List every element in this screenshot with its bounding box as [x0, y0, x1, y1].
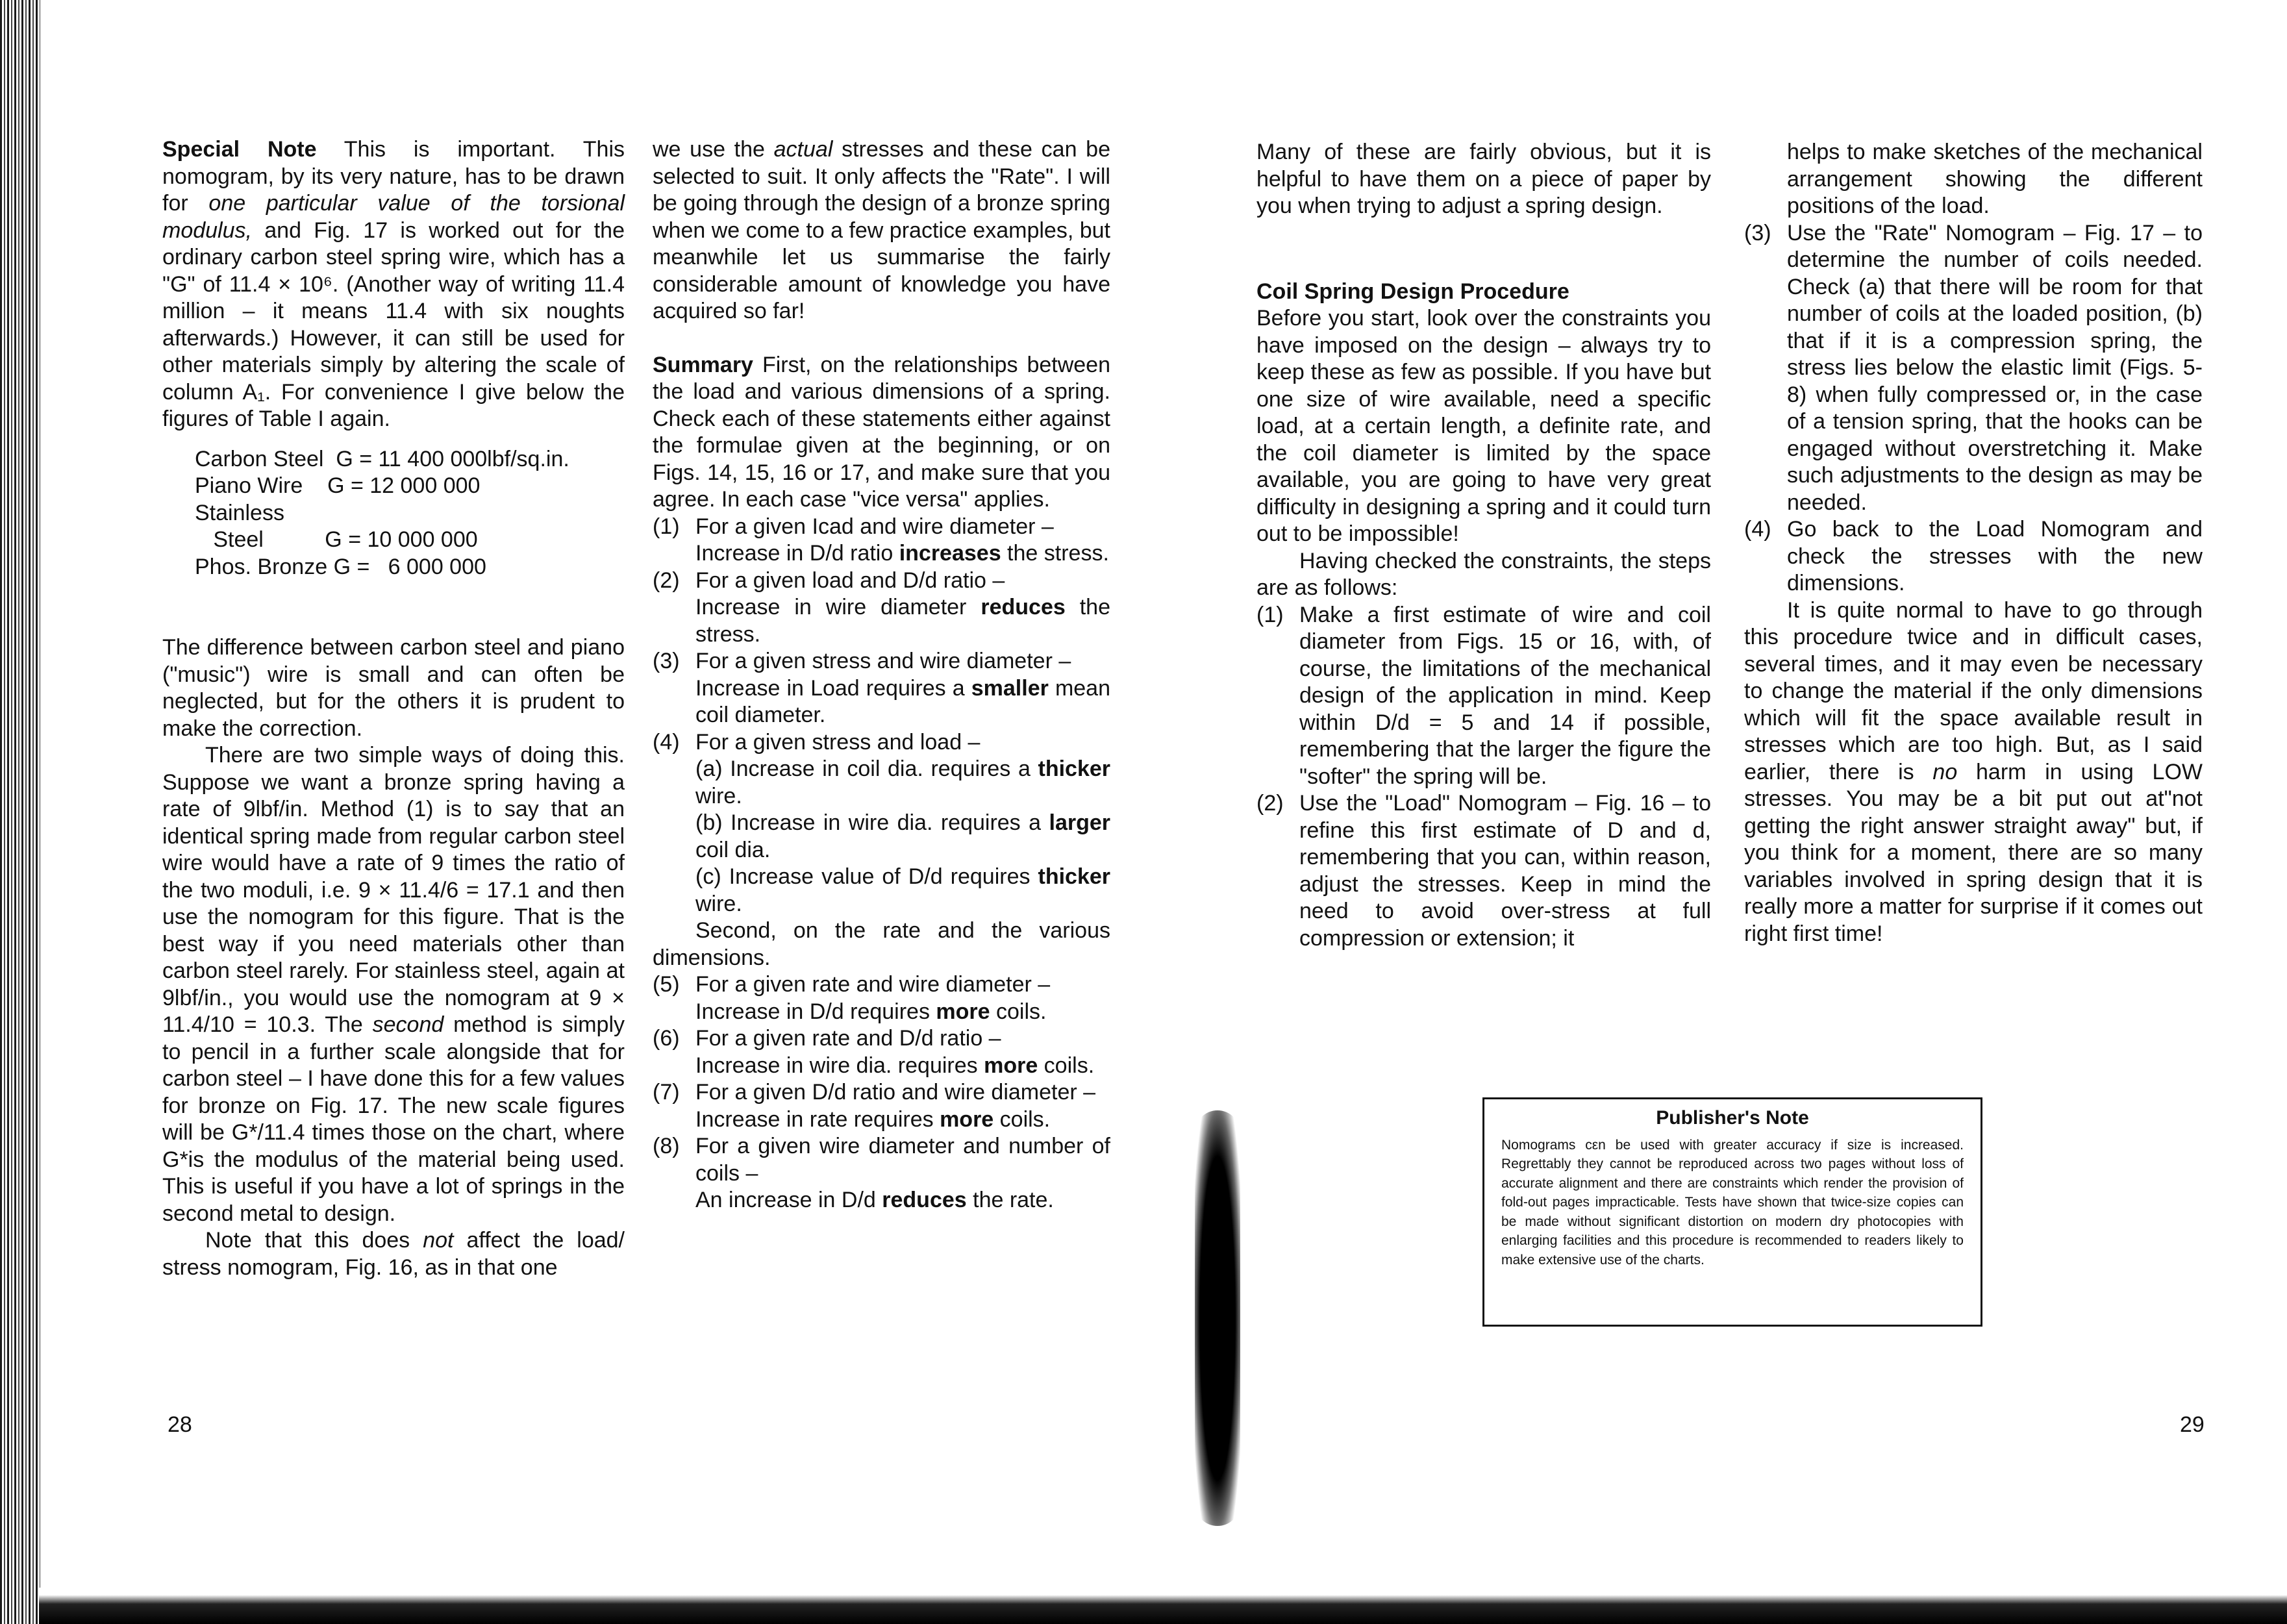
procedure-step-2: (2) Use the "Load" Nomogram – Fig. 16 – to refine this first estimate of D and d, remembering that you can, within reason, adjust the stresses. Keep in mind the need to avoid over-stress at full compression or extension; it — [1256, 791, 1711, 951]
publishers-note-box — [1482, 1097, 1982, 1327]
summary-item-5: (5) For a given rate and wire diameter – Increase in D/d requires more coils. — [653, 972, 1051, 1024]
summary-item-8: (8) For a given wire diameter and number of coils – An increase in D/d reduces the rate. — [653, 1134, 1110, 1212]
left-page-column-1 — [162, 136, 625, 1281]
publishers-note-title: Publisher's Note — [1656, 1107, 1809, 1129]
right-page-column-1 — [1256, 139, 1711, 952]
summary-item-2: (2) For a given load and D/d ratio – Increase in wire diameter reduces the stress. — [653, 568, 1110, 647]
summary-item-3: (3) For a given stress and wire diameter – Increase in Load requires a smaller mean coil diameter. — [653, 649, 1110, 727]
material-row: Stainless — [195, 500, 284, 525]
left-page-column-2 — [653, 136, 1110, 1214]
procedure-step-1: (1) Make a first estimate of wire and coil diameter from Figs. 15 or 16, with, of course, the limitations of the mechanical design of the application in mind. Keep within D/d = 5 and 14 if possible, remembering that the larger the figure the "softer" the spring will be. — [1256, 602, 1711, 789]
book-spine — [0, 0, 40, 1624]
normal-paragraph: It is quite normal to have to go through this procedure twice and in difficult cases, several times, and it may even be necessary to change the material if the only dimensions which will fit the space available result in stresses which are too high. But, as I said earlier, there is no harm in using LOW stresses. You may be a bit put out at"not getting the right answer straight away" but, if you think for a moment, there are so many variables involved in spring design that it is really more a matter for surprise if it comes out right first time! — [1744, 597, 2203, 946]
two-ways-paragraph: There are two simple ways of doing this. Suppose we want a bronze spring having a rate of 9lbf/in. Method (1) is to say that an identical spring made from regular carbon steel wire would have a rate of 9 times the ratio of the two moduli, i.e. 9 × 11.4/6 = 17.1 and then use the nomogram for this figure. That is the best way if you need materials other than carbon steel rarely. For stainless steel, again at 9lbf/in., you would use the nomogram at 9 × 11.4/10 = 10.3. The second method is simply to pencil in a further scale alongside that for carbon steel – I have done this for a few values for bronze on Fig. 17. The new scale figures will be G*/11.4 times those on the chart, where G*is the modulus of the material being used. This is useful if you have a lot of springs in the second metal to design. — [162, 743, 625, 1226]
gutter-shadow — [1195, 1110, 1240, 1526]
summary-item-1: (1) For a given Icad and wire diameter – Increase in D/d ratio increases the stress. — [653, 514, 1109, 566]
special-note-paragraph: Special Note This is important. This nomogram, by its very nature, has to be drawn for one particular value of the torsional modulus, and Fig. 17 is worked out for the ordinary carbon steel spring wire, which has a "G" of 11.4 × 10⁶. (Another way of writing 11.4 million – it means 11.4 with six noughts afterwards.) However, it can still be used for other materials simply by altering the scale of column A₁. For convenience I give below the figures of Table I again. — [162, 137, 625, 431]
before-paragraph: Before you start, look over the constraints you have imposed on the design – always try to keep these as few as possible. If you have but one size of wire available, need a specific load, at a certain length, a definite rate, and the coil diameter is limited by the space available, you are going to have very great difficulty in designing a spring and it could turn out to be impossible! — [1256, 306, 1711, 546]
actual-stress-paragraph: we use the actual stresses and these can be selected to suit. It only affects the "Rate". I will be going through the design of a bronze spring when we come to a few practice examples, but meanwhile let us summarise the fairly considerable amount of knowledge you have acquired so far! — [653, 137, 1110, 323]
second-paragraph: Second, on the rate and the various dimensions. — [653, 918, 1110, 970]
procedure-heading: Coil Spring Design Procedure — [1256, 279, 1569, 304]
procedure-step-2-continued: helps to make sketches of the mechanical arrangement showing the different positions of the load. — [1787, 140, 2203, 218]
materials-table — [162, 446, 625, 581]
page-bottom-edge — [39, 1588, 2287, 1624]
summary-item-6: (6) For a given rate and D/d ratio – Increase in wire dia. requires more coils. — [653, 1026, 1095, 1078]
having-paragraph: Having checked the constraints, the steps are as follows: — [1256, 548, 1711, 600]
material-row: Carbon Steel G = 11 400 000lbf/sq.in. — [195, 446, 569, 471]
material-row: Phos. Bronze G = 6 000 000 — [195, 554, 486, 579]
procedure-step-3: (3) Use the "Rate" Nomogram – Fig. 17 – to determine the number of coils needed. Check (a) that there will be room for that number of coils at the loaded position, (b) that if it is a compression spring, the stress lies below the elastic limit (Figs. 5-8) when fully compressed or, in the case of a tension spring, that the hooks can be engaged without overstretching it. Make such adjustments to the design as may be needed. — [1744, 220, 2203, 515]
material-row: Steel G = 10 000 000 — [195, 527, 478, 552]
difference-paragraph: The difference between carbon steel and piano ("music") wire is small and can often be neglected, but for the others it is prudent to make the correction. — [162, 635, 625, 741]
summary-paragraph: Summary First, on the relationships between the load and various dimensions of a spring. Check each of these statements either against the formulae given at the beginning, or on Figs. 14, 15, 16 or 17, and make sure that you agree. In each case "vice versa" applies. — [653, 352, 1110, 512]
note-paragraph: Note that this does not affect the load/ stress nomogram, Fig. 16, as in that one — [162, 1228, 625, 1280]
procedure-step-4: (4) Go back to the Load Nomogram and check the stresses with the new dimensions. — [1744, 517, 2203, 595]
right-page-column-2 — [1744, 139, 2203, 947]
page-number-left: 28 — [168, 1412, 192, 1437]
summary-item-7: (7) For a given D/d ratio and wire diameter – Increase in rate requires more coils. — [653, 1080, 1096, 1132]
obvious-paragraph: Many of these are fairly obvious, but it is helpful to have them on a piece of paper by you when trying to adjust a spring design. — [1256, 140, 1711, 218]
material-row: Piano Wire G = 12 000 000 — [195, 473, 481, 498]
publishers-note-text: Nomograms cεn be used with greater accuracy if size is increased. Regrettably they cannot be reproduced across two pages without loss of accurate alignment and there are constraints which render the provision of fold-out pages impracticable. Tests have shown that twice-size copies can be made without significant distortion on modern dry photocopies with enlarging facilities and this procedure is recommended to readers likely to make extensive use of the charts. — [1501, 1137, 1964, 1268]
page-number-right: 29 — [2180, 1412, 2205, 1437]
summary-item-4: (4) For a given stress and load – (a) Increase in coil dia. requires a thicker wire. (b) Increase in wire dia. requires a larger coil dia. (c) Increase value of D/d requires thicker wire. — [653, 729, 1110, 916]
